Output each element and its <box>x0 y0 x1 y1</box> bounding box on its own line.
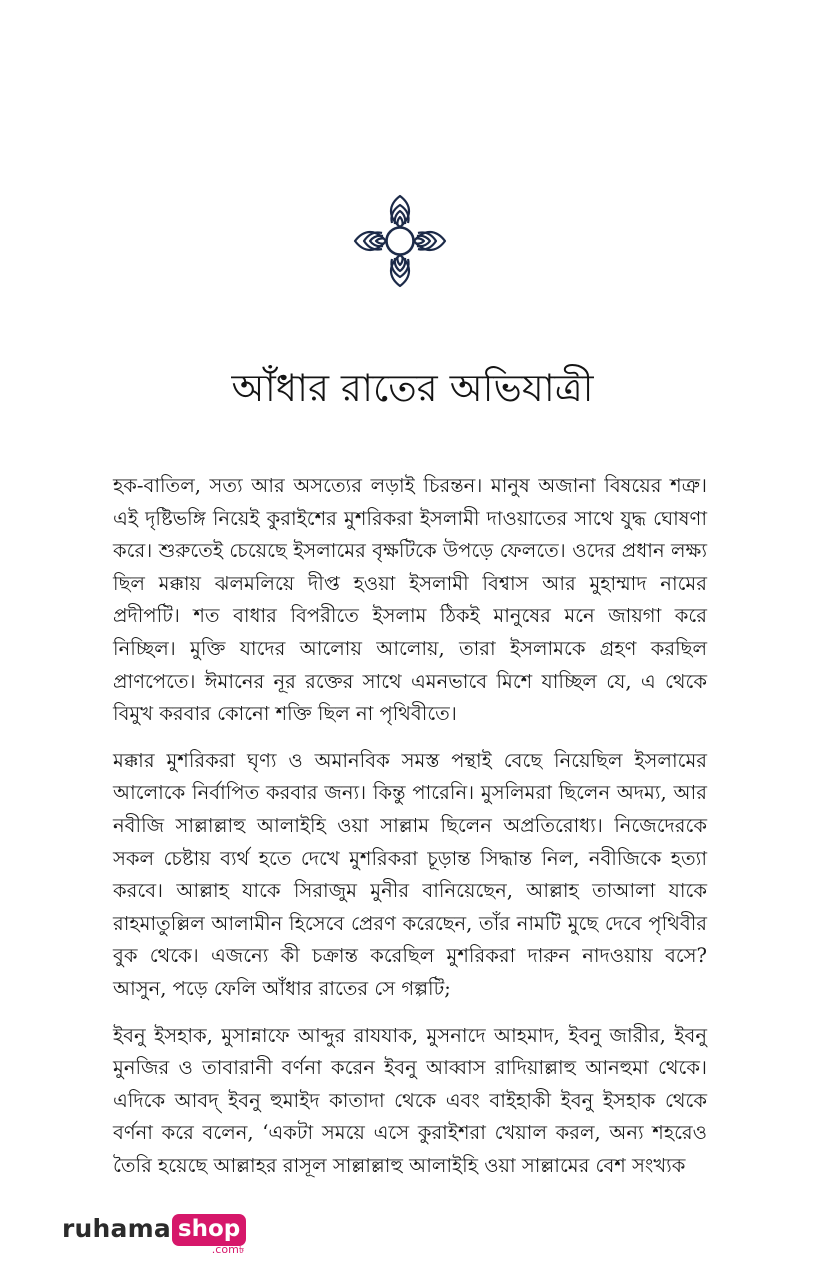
logo-word: ruhama <box>62 1214 171 1243</box>
ruhama-shop-logo <box>62 1212 246 1258</box>
logo-shop-text: shop <box>172 1214 246 1246</box>
paragraph-2: মক্কার মুশরিকরা ঘৃণ্য ও অমানবিক সমস্ত পন্থাই বেছে নিয়েছিল ইসলামের আলোকে নির্বাপিত করবার জন্য। কিন্তু পারেনি। মুসলিমরা ছিলেন অদম্য, আর নবীজি সাল্লাল্লাহু আলাইহি ওয়া সাল্লাম ছিলেন অপ্রতিরোধ্য। নিজেদেরকে সকল চেষ্টায় ব্যর্থ হতে দেখে মুশরিকরা চূড়ান্ত সিদ্ধান্ত নিল, নবীজিকে হত্যা করবে। আল্লাহ যাকে সিরাজুম মুনীর বানিয়েছেন, আল্লাহ তাআলা যাকে রাহমাতুল্লিল আলামীন হিসেবে প্রেরণ করেছেন, তাঁর নামটি মুছে দেবে পৃথিবীর বুক থেকে। এজন্যে কী চক্রান্ত করেছিল মুশরিকরা দারুন নাদওয়ায় বসে? আসুন, পড়ে ফেলি আঁধার রাতের সে গল্পটি; <box>113 748 707 1000</box>
logo-shop-badge <box>172 1212 246 1256</box>
logo-domain: .com৳ <box>211 1243 245 1256</box>
chapter-body <box>113 470 707 1196</box>
lotus-ornament-icon <box>352 193 448 289</box>
paragraph-1: হক-বাতিল, সত্য আর অসত্যের লড়াই চিরন্তন। মানুষ অজানা বিষয়ের শত্রু। এই দৃষ্টিভঙ্গি নিয়েই কুরাইশের মুশরিকরা ইসলামী দাওয়াতের সাথে যুদ্ধ ঘোষণা করে। শুরুতেই চেয়েছে ইসলামের বৃক্ষটিকে উপড়ে ফেলতে। ওদের প্রধান লক্ষ্য ছিল মক্কায় ঝলমলিয়ে দীপ্ত হওয়া ইসলামী বিশ্বাস আর মুহাম্মাদ নামের প্রদীপটি। শত বাধার বিপরীতে ইসলাম ঠিকই মানুষের মনে জায়গা করে নিচ্ছিল। মুক্তি যাদের আলোয় আলোয়, তারা ইসলামকে গ্রহণ করছিল প্রাণপেতে। ঈমানের নূর রক্তের সাথে এমনভাবে মিশে যাচ্ছিল যে, এ থেকে বিমুখ করবার কোনো শক্তি ছিল না পৃথিবীতে। <box>113 474 707 726</box>
chapter-title: আঁধার রাতের অভিযাত্রী <box>231 366 594 410</box>
paragraph-3: ইবনু ইসহাক, মুসান্নাফে আব্দুর রাযযাক, মুসনাদে আহমাদ, ইবনু জারীর, ইবনু মুনজির ও তাবারানী বর্ণনা করেন ইবনু আব্বাস রাদিয়াল্লাহু আনহুমা থেকে। এদিকে আবদ্ ইবনু হুমাইদ কাতাদা থেকে এবং বাইহাকী ইবনু ইসহাক থেকে বর্ণনা করে বলেন, ‘একটা সময়ে এসে কুরাইশরা খেয়াল করল, অন্য শহরেও তৈরি হয়েছে আল্লাহর রাসূল সাল্লাল্লাহু আলাইহি ওয়া সাল্লামের বেশ সংখ্যক <box>113 1023 707 1177</box>
